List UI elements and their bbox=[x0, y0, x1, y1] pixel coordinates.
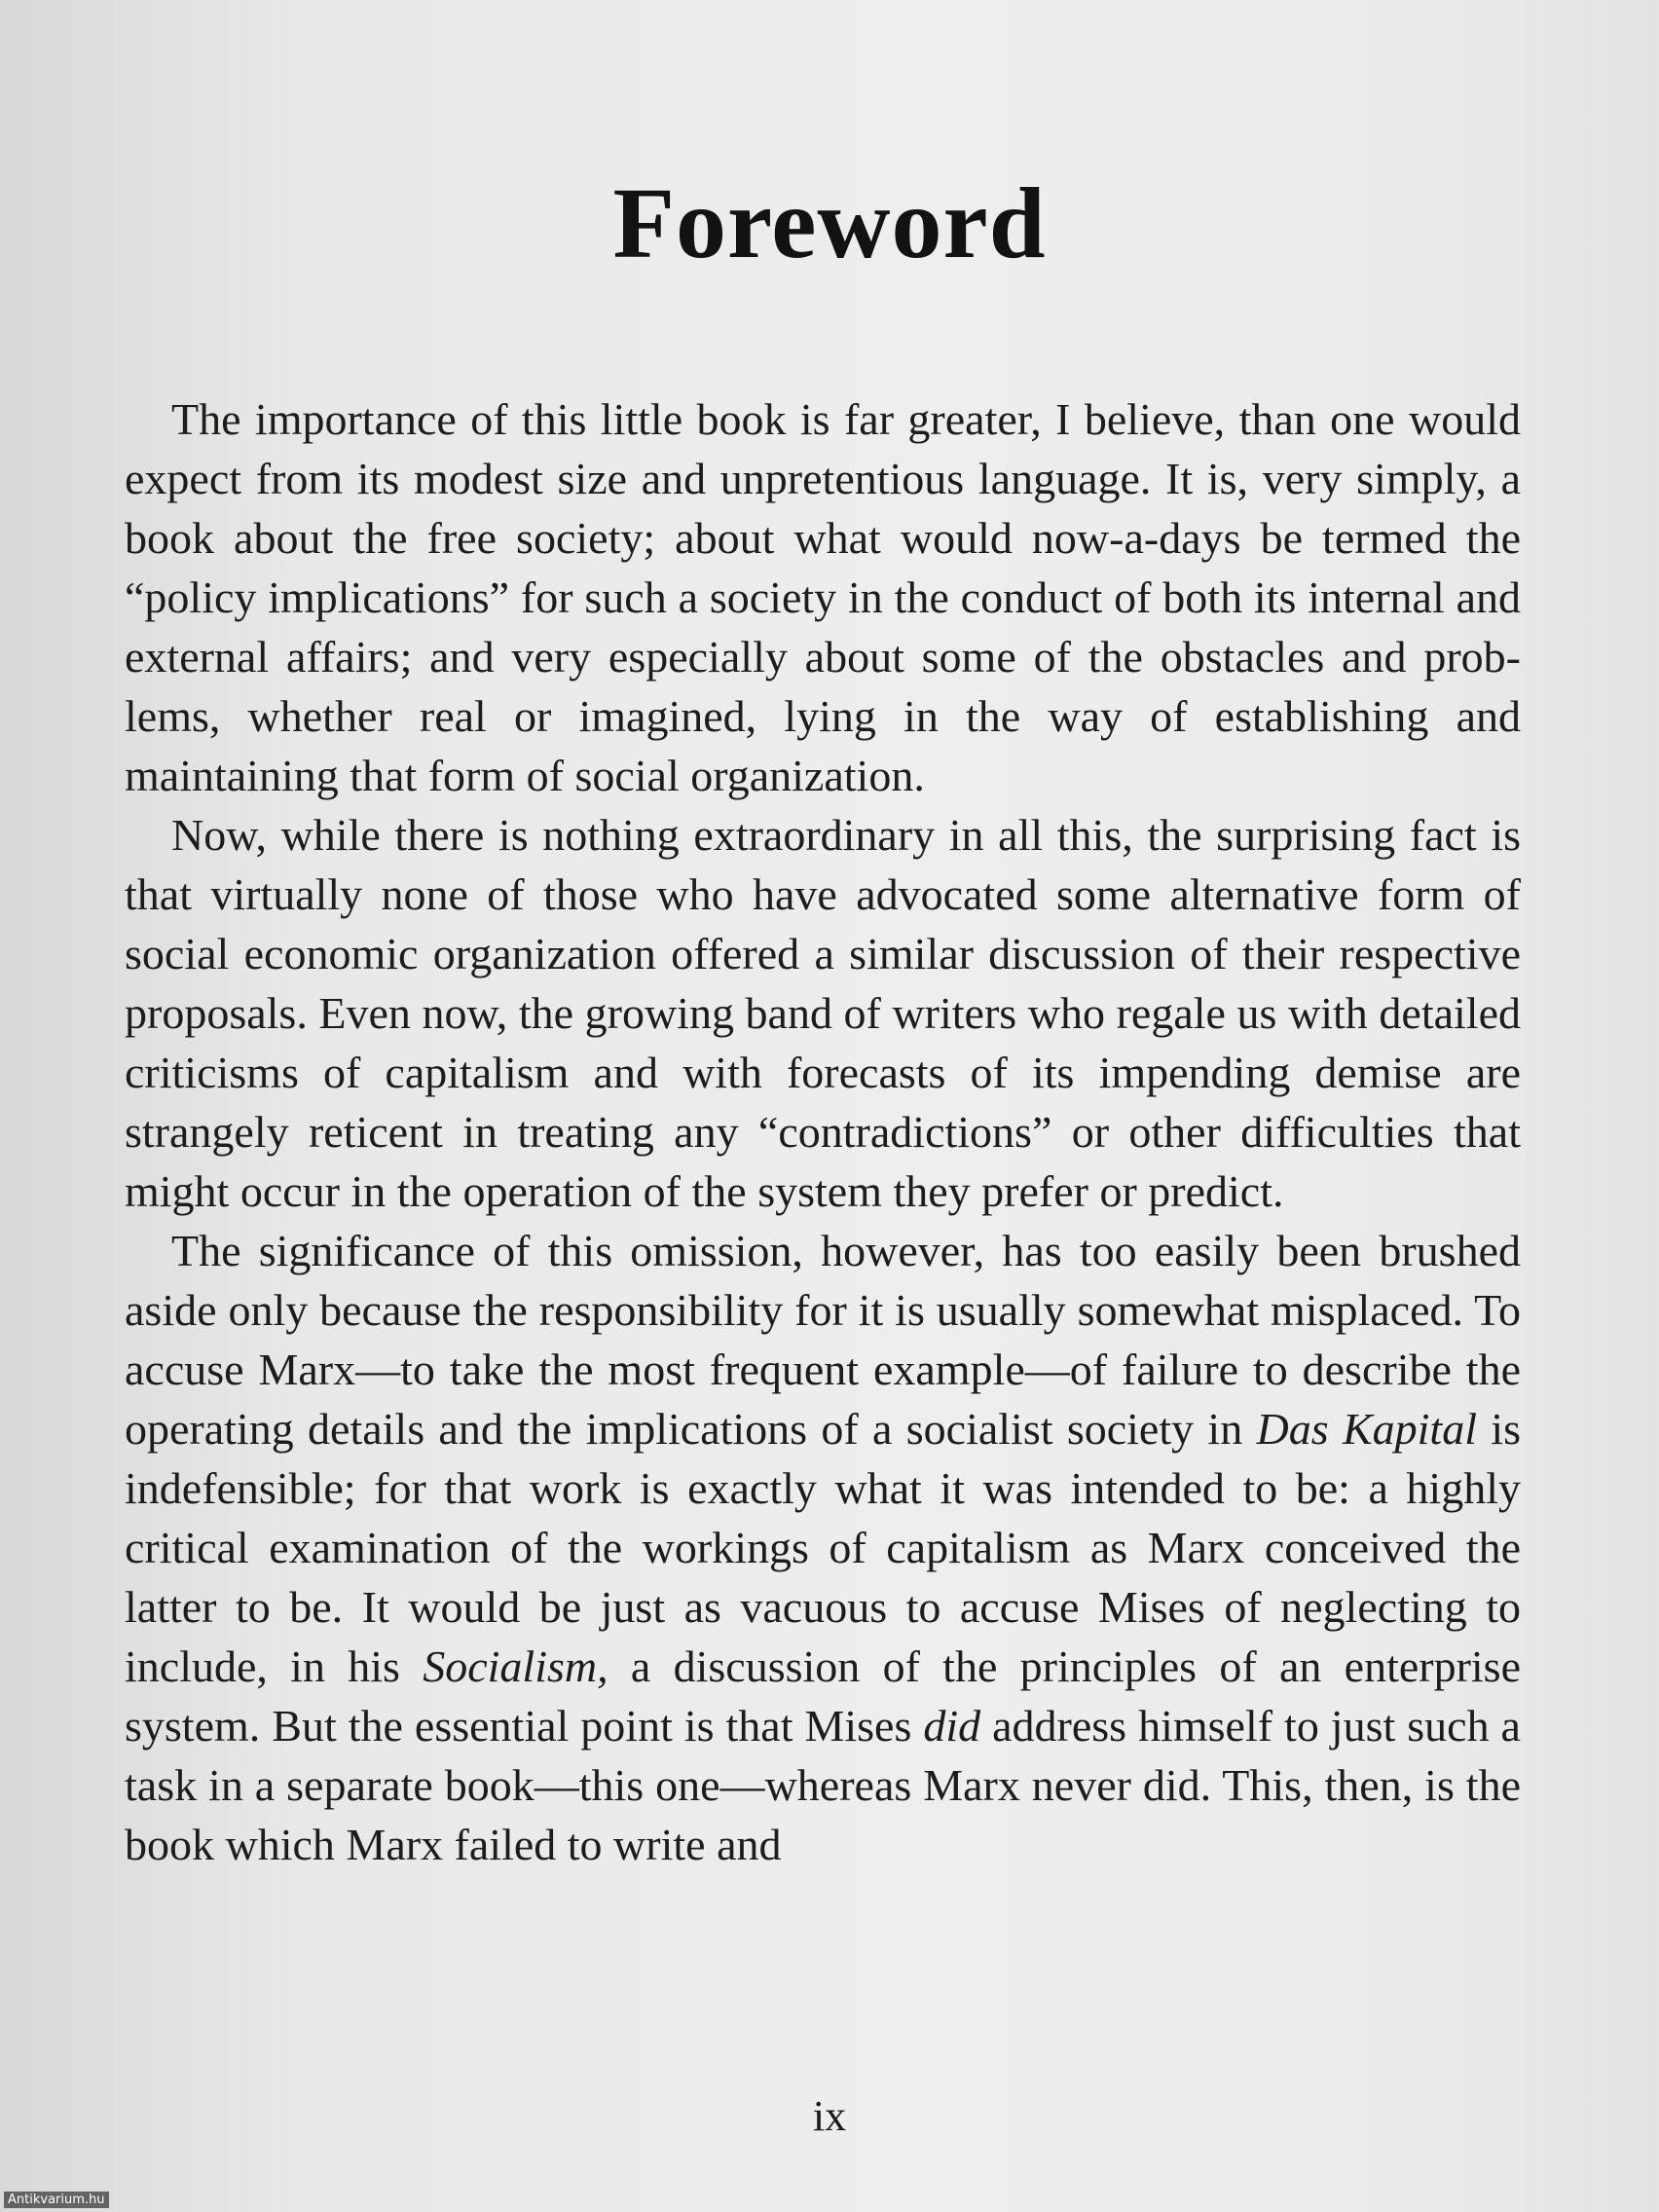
page-number: ix bbox=[812, 2092, 847, 2140]
italic-text: Das Kapital bbox=[1256, 1404, 1477, 1454]
italic-text: did bbox=[923, 1701, 981, 1751]
body-text bbox=[125, 389, 1521, 1874]
text-run: The significance of this omission, however, has too easily been brushed aside only because the responsibility for it is usually somewhat misplaced. To accuse Marx—to take the most frequent example—of failure to describe the operating details and the implications of a socialist society in bbox=[125, 1226, 1521, 1454]
text-run: Now, while there is nothing extraordinary in all this, the surprising fact is that virtually none of those who have advocated some alternative form of social economic organization offered a similar discussion of their respective proposals. Even now, the growing band of writers who regale us with detailed criticisms of capitalism and with forecasts of its impending demise are strangely reticent in treating any “contradictions” or other difficulties that might occur in the operation of the system they prefer or predict. bbox=[125, 810, 1521, 1216]
paragraph bbox=[125, 805, 1521, 1221]
paragraph bbox=[125, 389, 1521, 805]
text-run: is indefensible; for that work is exactly what it was intended to be: a highly critical examination of the workings of capitalism as Marx conceived the latter to be. It would be just as vacuous to accuse Mises of neglecting to include, in his bbox=[125, 1404, 1521, 1691]
watermark: Antikvarium.hu bbox=[4, 2192, 109, 2208]
text-run: a discussion of the principles of an enterprise system. But the essential point is that Mises bbox=[125, 1641, 1521, 1751]
paragraph bbox=[125, 1221, 1521, 1874]
italic-text: Socialism, bbox=[423, 1641, 608, 1691]
text-run: address himself to just such a task in a separate book—this one—whereas Marx never did. This, then, is the book which Marx failed to write and bbox=[125, 1701, 1521, 1869]
page-title: Foreword bbox=[612, 166, 1047, 279]
text-run: The importance of this little book is far greater, I believe, than one would expect from its modest size and unpretentious language. It is, very simply, a book about the free society; about what would now-a-days be termed the “policy implications” for such a society in the conduct of both its internal and external affairs; and very especially about some of the obstacles and problems, whether real or imagined, lying in the way of establishing and maintaining that form of social organization. bbox=[125, 394, 1521, 800]
